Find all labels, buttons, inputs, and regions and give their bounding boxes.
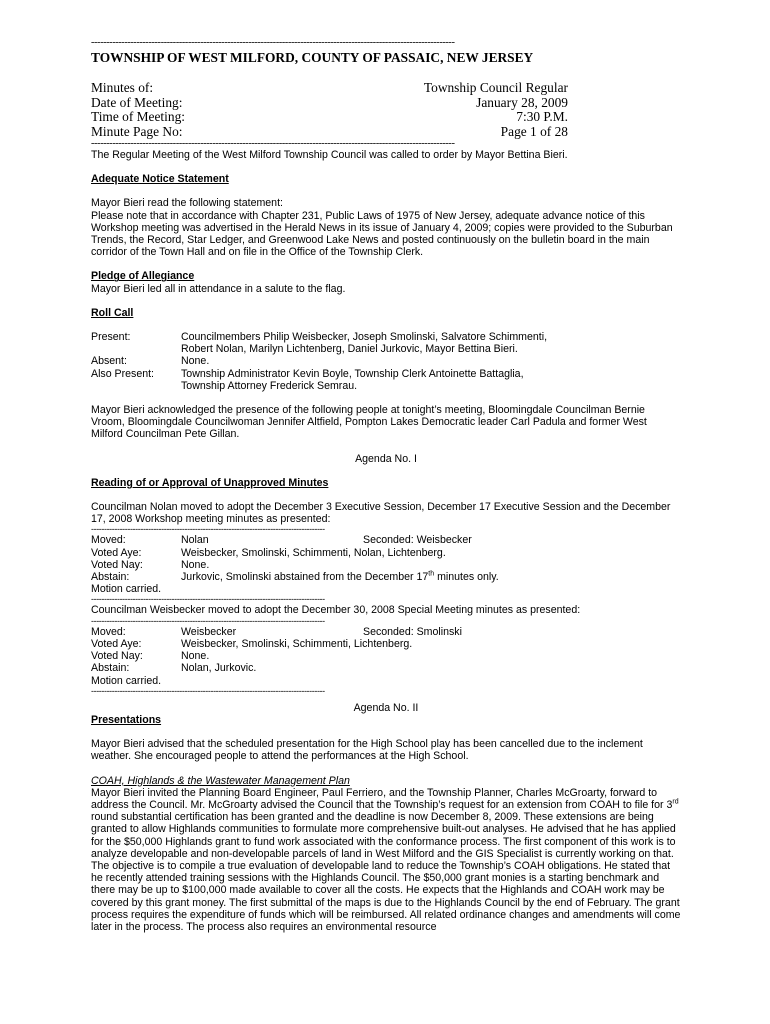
vote-label: Voted Aye: — [91, 637, 142, 650]
section-heading-coah: COAH, Highlands & the Wastewater Management Plan — [91, 774, 350, 787]
motion-carried: Motion carried. — [91, 583, 162, 596]
coah-paragraph: Mayor Bieri invited the Planning Board Engineer, Paul Ferriero, and the Township Planner, Charles McGroarty, forward to address the Council. Mr. McGroarty advised the Council that the Township’s request for an extension from COAH to file for 3rd round substantial certification has been granted and the deadline is now December 8, 2009. These extensions are being granted to allow Highlands communities to formulate more comprehensive built-out analyses. He advised that he has applied for the $50,000 Highlands grant to fund work associated with the conformance process. The first component of this work is to analyze developable and non-developable parcels of land in West Milford and the GIS Specialist is currently working on that. The objective is to compile a true evaluation of developable land to reduce the Township’s COAH obligations. He stated that he recently attended training sessions with the Highlands Council. The $50,000 grant monies is a starting benchmark and there may be up to $100,000 made available to cover all the costs. He expects that the Highlands and COAH work may be covered by this grant money. The first submittal of the maps is due to the Highlands Council by the end of February. The grant process requires the expenditure of funds which will be reimbursed. All related ordinance changes and amendments will come later in the process. The process also requires an environmental resource — [91, 786, 681, 933]
vote-value: Weisbecker, Smolinski, Schimmenti, Lichtenberg. — [181, 637, 413, 650]
notice-paragraph-1: Mayor Bieri read the following statement: — [91, 197, 283, 210]
roll-also-present-row — [91, 368, 681, 380]
header-label: Time of Meeting: — [91, 109, 185, 124]
vote-value: Weisbecker, Smolinski, Schimmenti, Nolan, Lichtenberg. — [181, 546, 446, 559]
vote-moved-row — [91, 534, 681, 546]
acknowledge-paragraph: Mayor Bieri acknowledged the presence of the following people at tonight’s meeting, Bloomingdale Councilman Bernie Vroom, Bloomingdale Councilwoman Jennifer Altfield, Pompton Lakes Democratic leader Carl Padula and former West Milford Councilman Pete Gillan. — [91, 404, 647, 441]
vote-moved-row — [91, 626, 681, 638]
vote-aye-row — [91, 638, 681, 650]
roll-label: Present: — [91, 331, 131, 344]
vote-nay-row — [91, 650, 681, 662]
header-value: Township Council Regular — [423, 80, 568, 95]
roll-also-present-row-2 — [91, 380, 681, 392]
vote-label: Moved: — [91, 534, 126, 547]
roll-label: Also Present: — [91, 367, 155, 380]
vote-seconded: Seconded: Smolinski — [363, 625, 462, 638]
roll-present-row — [91, 331, 681, 343]
vote-abstain-row — [91, 662, 681, 674]
vote-label: Abstain: — [91, 662, 130, 675]
vote-value: Weisbecker — [181, 625, 237, 638]
vote-label: Abstain: — [91, 571, 130, 584]
motion-paragraph-2: Councilman Weisbecker moved to adopt the December 30, 2008 Special Meeting minutes as presented: — [91, 604, 581, 617]
vote-label: Voted Aye: — [91, 546, 142, 559]
header-label: Minutes of: — [91, 80, 154, 95]
vote-value: None. — [181, 558, 210, 571]
header-rule-top: ------------------------------------------------------------------------------------------------------------------------ — [91, 38, 455, 48]
section-heading-notice: Adequate Notice Statement — [91, 173, 229, 186]
vote-value: Nolan — [181, 534, 209, 547]
intro-paragraph: The Regular Meeting of the West Milford Township Council was called to order by Mayor Bettina Bieri. — [91, 149, 568, 161]
motion-carried: Motion carried. — [91, 674, 162, 687]
vote-value: Jurkovic, Smolinski abstained from the December 17th minutes only. — [181, 570, 499, 584]
vote-label: Moved: — [91, 625, 126, 638]
minutes-body — [91, 149, 681, 933]
document-title: TOWNSHIP OF WEST MILFORD, COUNTY OF PASSAIC, NEW JERSEY — [91, 50, 534, 65]
roll-value: Robert Nolan, Marilyn Lichtenberg, Daniel Jurkovic, Mayor Bettina Bieri. — [181, 343, 518, 356]
header-row-minutes-of — [91, 81, 568, 96]
vote-value: None. — [181, 650, 210, 663]
meeting-header — [91, 81, 568, 139]
pledge-paragraph: Mayor Bieri led all in attendance in a salute to the flag. — [91, 282, 346, 295]
roll-label: Absent: — [91, 355, 127, 368]
vote-nay-row — [91, 559, 681, 571]
notice-paragraph-2: Please note that in accordance with Chapter 231, Public Laws of 1975 of New Jersey, adequate advance notice of this Workshop meeting was advertised in the Herald News in its issue of January 4, 2009; copies were provided to the Suburban Trends, the Record, Star Ledger, and Greenwood Lake News and posted continuously on the bulletin board in the main corridor of the Town Hall and on file in the Office of the Township Clerk. — [91, 209, 673, 259]
section-heading-pledge: Pledge of Allegiance — [91, 270, 195, 283]
minutes-page — [91, 38, 681, 933]
vote-abstain-row — [91, 571, 681, 583]
roll-present-row-2 — [91, 343, 681, 355]
motion-divider: ------------------------------------------------------------------------------------------ — [91, 595, 325, 605]
section-heading-minutes: Reading of or Approval of Unapproved Minutes — [91, 476, 329, 489]
motion-paragraph-1: Councilman Nolan moved to adopt the December 3 Executive Session, December 17 Executive Session and the December 17, 2008 Workshop meeting minutes as presented: — [91, 501, 671, 526]
roll-value: None. — [181, 355, 210, 368]
header-value: 7:30 P.M. — [516, 109, 568, 124]
header-label: Date of Meeting: — [91, 94, 183, 110]
header-value: Page 1 of 28 — [500, 123, 568, 139]
vote-value: Nolan, Jurkovic. — [181, 662, 257, 675]
agenda-heading-2: Agenda No. II — [353, 701, 419, 714]
header-row-time — [91, 110, 568, 125]
header-value: January 28, 2009 — [476, 94, 568, 110]
vote-label: Voted Nay: — [91, 650, 143, 663]
vote-label: Voted Nay: — [91, 558, 143, 571]
section-heading-roll-call: Roll Call — [91, 306, 134, 319]
section-heading-presentations: Presentations — [91, 713, 162, 726]
header-row-page — [91, 125, 568, 140]
agenda-heading-1: Agenda No. I — [355, 452, 417, 465]
presentations-paragraph: Mayor Bieri advised that the scheduled presentation for the High School play has been cancelled due to the inclement weather. She encouraged people to attend the performances at the High School. — [91, 738, 643, 763]
motion-divider: ------------------------------------------------------------------------------------------ — [91, 686, 325, 696]
roll-absent-row — [91, 355, 681, 367]
roll-value: Township Attorney Frederick Semrau. — [181, 379, 358, 392]
header-label: Minute Page No: — [91, 123, 183, 139]
motion-divider: ------------------------------------------------------------------------------------------ — [91, 525, 325, 535]
header-rule-bottom: ------------------------------------------------------------------------------------------------------------------------ — [91, 139, 455, 149]
motion-divider: ------------------------------------------------------------------------------------------ — [91, 616, 325, 626]
roll-value: Township Administrator Kevin Boyle, Township Clerk Antoinette Battaglia, — [181, 367, 524, 380]
vote-seconded: Seconded: Weisbecker — [363, 534, 472, 547]
vote-aye-row — [91, 547, 681, 559]
roll-value: Councilmembers Philip Weisbecker, Joseph Smolinski, Salvatore Schimmenti, — [181, 331, 548, 344]
header-row-date — [91, 96, 568, 111]
